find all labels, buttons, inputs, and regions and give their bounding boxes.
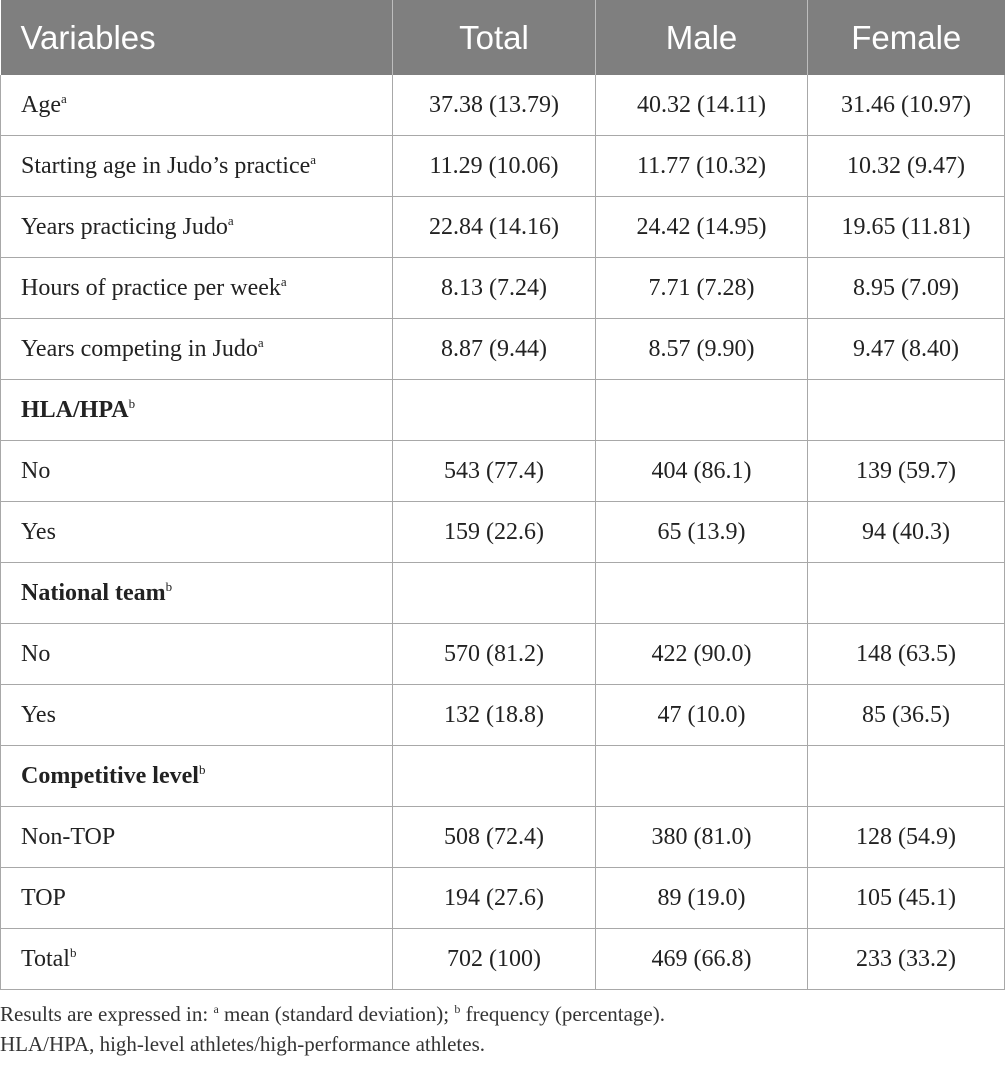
cell-female: 85 (36.5) [808,685,1005,746]
row-label: TOP [21,884,66,911]
header-female: Female [808,0,1005,75]
row-label-cell [1,868,393,929]
table-row [1,624,1005,685]
cell-total: 159 (22.6) [393,502,596,563]
row-label-superscript: b [128,395,136,411]
cell-female: 10.32 (9.47) [808,136,1005,197]
row-label: Age [21,91,61,118]
cell-total: 8.13 (7.24) [393,258,596,319]
footnote-sup-b: b [454,1002,461,1016]
row-label: National team [21,579,166,606]
row-label-cell [1,319,393,380]
cell-total: 22.84 (14.16) [393,197,596,258]
row-label-superscript: b [69,944,77,960]
row-label-cell [1,807,393,868]
row-label: Total [21,945,70,972]
cell-male: 422 (90.0) [596,624,808,685]
row-label-superscript: a [227,212,234,228]
row-label: No [21,640,51,667]
cell-female: 105 (45.1) [808,868,1005,929]
row-label-cell [1,685,393,746]
section-row [1,563,1005,624]
table-row [1,258,1005,319]
row-label-cell [1,929,393,990]
cell-female [808,746,1005,807]
cell-male: 404 (86.1) [596,441,808,502]
cell-male: 469 (66.8) [596,929,808,990]
table-row [1,136,1005,197]
row-label-cell [1,136,393,197]
row-label-cell [1,563,393,624]
row-label-superscript: b [198,761,206,777]
footnote-prefix: Results are expressed in: [0,1002,214,1026]
footnote-text-a: mean (standard deviation); [218,1002,455,1026]
header-male: Male [596,0,808,75]
table-row [1,197,1005,258]
footnote-text-b: frequency (percentage). [460,1002,665,1026]
cell-male [596,380,808,441]
cell-male: 7.71 (7.28) [596,258,808,319]
cell-male: 40.32 (14.11) [596,75,808,136]
table-row [1,685,1005,746]
cell-male: 65 (13.9) [596,502,808,563]
cell-male [596,746,808,807]
table-row [1,441,1005,502]
cell-female: 9.47 (8.40) [808,319,1005,380]
cell-male: 24.42 (14.95) [596,197,808,258]
table-footnotes [0,999,1004,1059]
table-row [1,75,1005,136]
footnote-sup-a: a [213,1002,219,1016]
cell-female: 128 (54.9) [808,807,1005,868]
cell-total: 508 (72.4) [393,807,596,868]
cell-male: 89 (19.0) [596,868,808,929]
row-label-superscript: a [60,90,67,106]
row-label-superscript: a [310,151,317,167]
row-label-cell [1,380,393,441]
footnote-results [0,999,1004,1029]
table-row [1,807,1005,868]
cell-total: 194 (27.6) [393,868,596,929]
row-label-cell [1,258,393,319]
row-label-cell [1,624,393,685]
cell-male [596,563,808,624]
cell-total [393,380,596,441]
cell-female: 94 (40.3) [808,502,1005,563]
row-label: Yes [21,701,56,728]
section-row [1,380,1005,441]
cell-male: 8.57 (9.90) [596,319,808,380]
cell-total: 570 (81.2) [393,624,596,685]
cell-male: 380 (81.0) [596,807,808,868]
row-label-cell [1,197,393,258]
row-label-superscript: a [257,334,264,350]
footnote-abbreviation: HLA/HPA, high-level athletes/high-performance athletes. [0,1032,485,1056]
table-body [1,75,1005,990]
row-label: Years practicing Judo [21,213,228,240]
section-row [1,746,1005,807]
table-row [1,319,1005,380]
cell-total: 543 (77.4) [393,441,596,502]
cell-total: 132 (18.8) [393,685,596,746]
cell-male: 11.77 (10.32) [596,136,808,197]
cell-total: 37.38 (13.79) [393,75,596,136]
table-row [1,502,1005,563]
table-header-row [1,0,1005,75]
table-row [1,868,1005,929]
row-label-cell [1,746,393,807]
cell-female [808,380,1005,441]
row-label: Hours of practice per week [21,274,281,301]
cell-female: 148 (63.5) [808,624,1005,685]
cell-total [393,746,596,807]
row-label: HLA/HPA [21,396,129,423]
header-total: Total [393,0,596,75]
row-label: Starting age in Judo’s practice [21,152,311,179]
cell-female: 31.46 (10.97) [808,75,1005,136]
cell-total: 702 (100) [393,929,596,990]
row-label-superscript: b [165,578,173,594]
row-label: Competitive level [21,762,199,789]
cell-total: 8.87 (9.44) [393,319,596,380]
cell-total [393,563,596,624]
row-label: Years competing in Judo [21,335,258,362]
cell-total: 11.29 (10.06) [393,136,596,197]
header-variables: Variables [1,0,393,75]
cell-male: 47 (10.0) [596,685,808,746]
row-label: No [21,457,51,484]
cell-female: 8.95 (7.09) [808,258,1005,319]
row-label-cell [1,502,393,563]
cell-female [808,563,1005,624]
row-label: Non-TOP [21,823,116,850]
cell-female: 139 (59.7) [808,441,1005,502]
row-label-cell [1,441,393,502]
cell-female: 233 (33.2) [808,929,1005,990]
cell-female: 19.65 (11.81) [808,197,1005,258]
table-row [1,929,1005,990]
row-label-cell [1,75,393,136]
row-label-superscript: a [280,273,287,289]
row-label: Yes [21,518,56,545]
